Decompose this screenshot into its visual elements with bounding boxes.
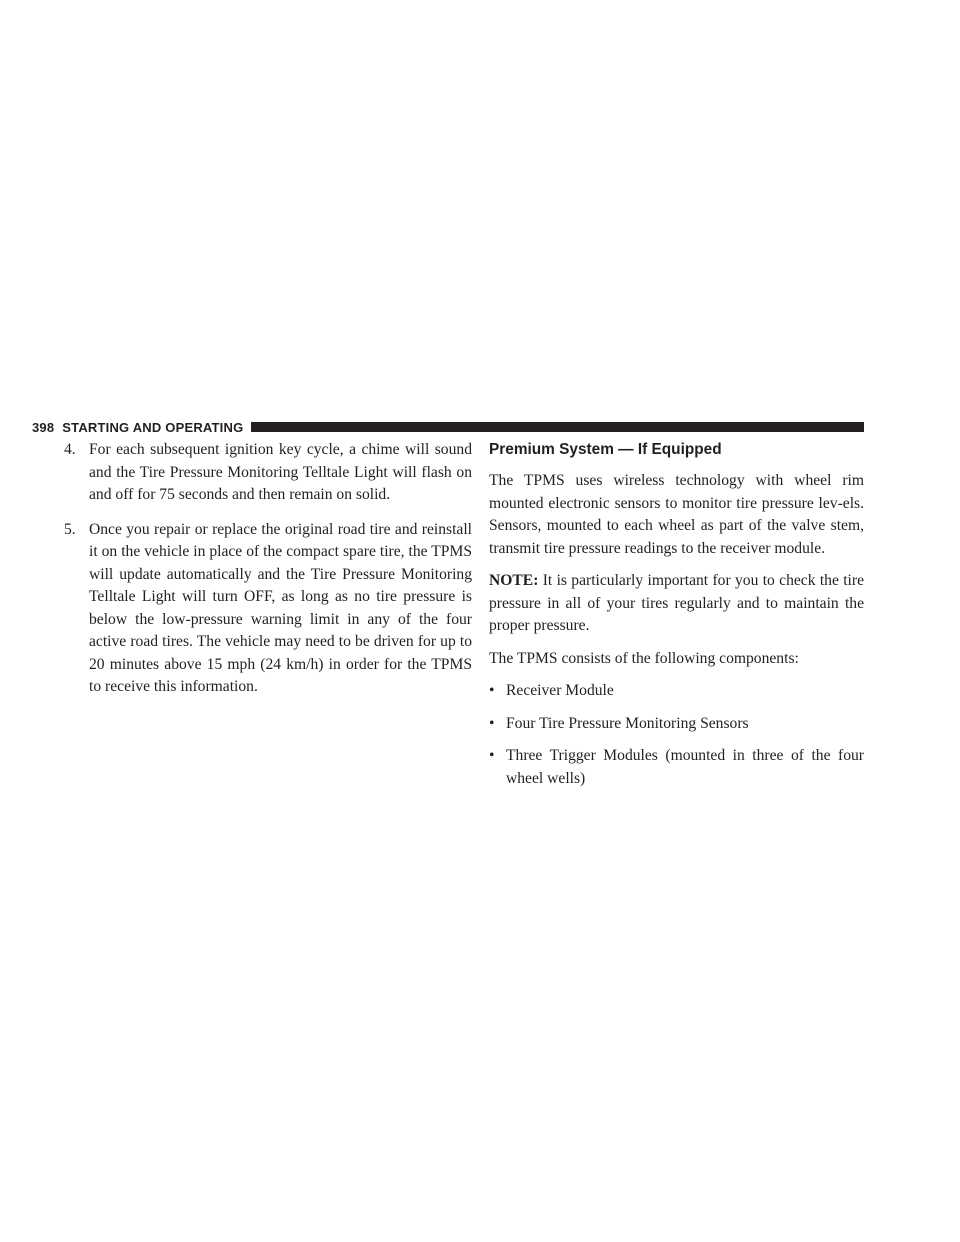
- note-label: NOTE:: [489, 572, 539, 589]
- item-text: For each subsequent ignition key cycle, a chime will sound and the Tire Pressure Monitoring Telltale Light will flash on and off for 75 seconds and then remain on solid.: [89, 441, 472, 503]
- bullet-icon: •: [489, 714, 495, 732]
- bullet-item: [489, 745, 864, 790]
- header-rule: [251, 422, 864, 432]
- intro-paragraph: The TPMS uses wireless technology with wheel rim mounted electronic sensors to monitor tire pressure lev-els. Sensors, mounted to each wheel as part of the valve stem, transmit tire pressure readings to the receiver module.: [489, 472, 864, 557]
- section-title: STARTING AND OPERATING: [62, 419, 244, 435]
- item-number: 4.: [64, 441, 76, 458]
- list-item-4: [64, 439, 472, 507]
- bullet-text: Four Tire Pressure Monitoring Sensors: [506, 714, 749, 732]
- item-number: 5.: [64, 520, 76, 538]
- bullet-item: [489, 680, 864, 703]
- bullet-icon: •: [489, 747, 495, 764]
- bullet-item: [489, 713, 864, 736]
- item-text: Once you repair or replace the original road tire and reinstall it on the vehicle in place of the compact spare tire, the TPMS will update automatically and the Tire Pressure Monitoring Telltale Light will turn OFF, as long as no tire pressure is below the low-pressure warning limit in any of the four active road tires. The vehicle may need to be driven for up to 20 minutes above 15 mph (24 km/h) in order for the TPMS to receive this information.: [89, 520, 472, 695]
- bullet-text: Three Trigger Modules (mounted in three of the four wheel wells): [506, 747, 864, 787]
- bullet-text: Receiver Module: [506, 682, 614, 699]
- page-header: [32, 418, 864, 436]
- components-intro: The TPMS consists of the following components:: [489, 649, 799, 667]
- right-column: [489, 439, 864, 800]
- bullet-icon: •: [489, 682, 495, 699]
- section-heading: Premium System — If Equipped: [489, 441, 722, 458]
- note-text: It is particularly important for you to check the tire pressure in all of your tires regularly and to maintain the proper pressure.: [489, 572, 864, 634]
- note-paragraph: [489, 570, 864, 638]
- list-item-5: [64, 519, 472, 699]
- page-number: 398: [32, 419, 55, 435]
- left-column: [64, 439, 472, 711]
